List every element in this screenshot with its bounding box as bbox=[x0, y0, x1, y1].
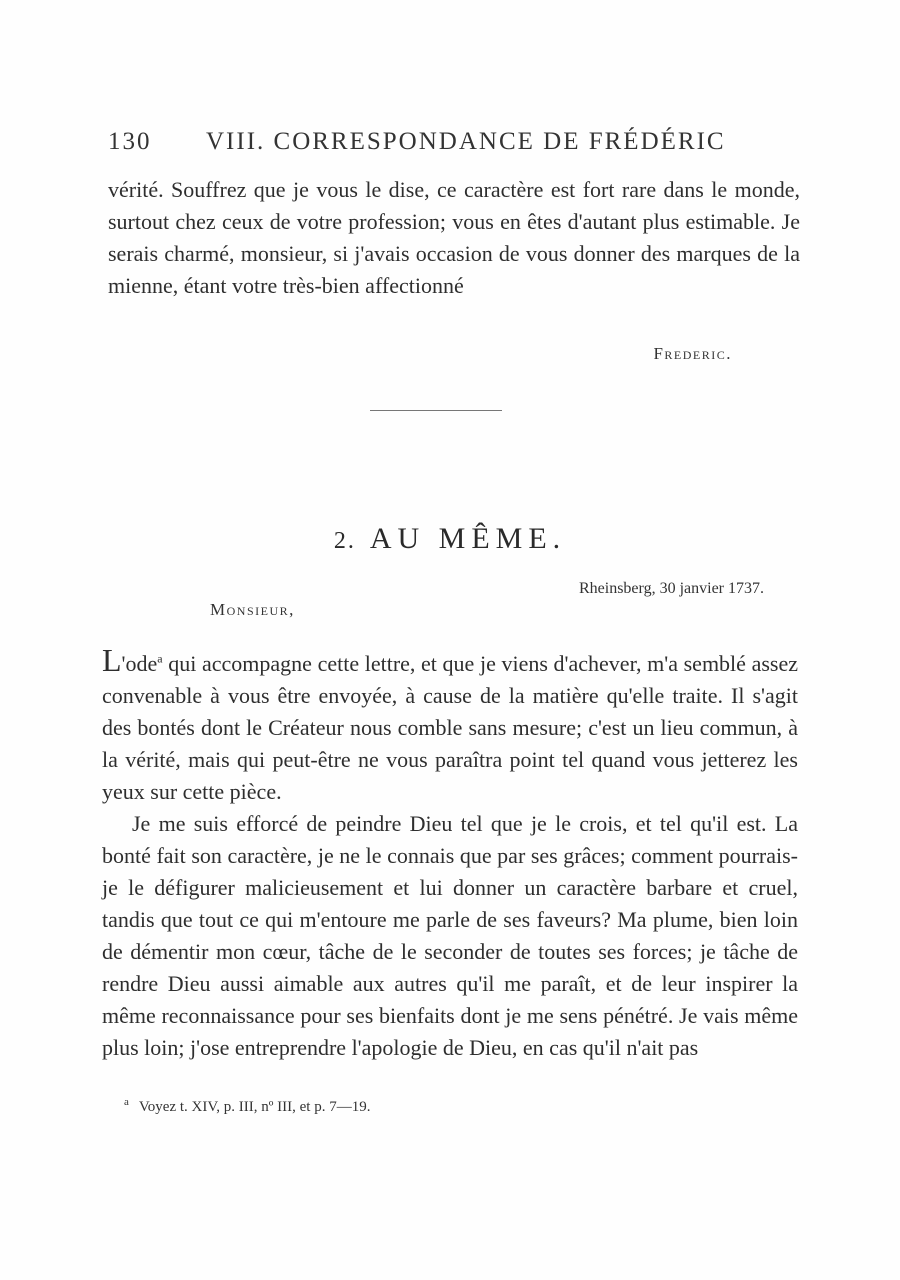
signature: Frederic. bbox=[653, 344, 732, 363]
drop-cap: L bbox=[102, 642, 122, 678]
section-divider bbox=[370, 410, 502, 411]
place-date: Rheinsberg, 30 janvier 1737. bbox=[578, 580, 764, 597]
section-number: 2. bbox=[333, 528, 356, 554]
page-number: 130 bbox=[108, 128, 152, 155]
section-title: AU MÊME. bbox=[369, 522, 567, 555]
footnote-marker: a bbox=[157, 651, 163, 666]
salutation: Monsieur, bbox=[210, 600, 295, 619]
footnote-mark: a bbox=[124, 1096, 129, 1108]
paragraph-1-text: qui accompagne cette lettre, et que je viens d'achever, m'a semblé assez convenable à vous être envoyée, à cause de la matière qu'elle traite. Il s'agit des bontés dont le Créateur nous comble sans mesure; c'est un lieu commun, à la vérité, mais qui peut-être ne vous paraîtra point tel quand vous jetterez les yeux sur cette pièce. bbox=[102, 651, 798, 804]
footnote bbox=[124, 1096, 370, 1116]
opening-word: 'ode bbox=[121, 651, 158, 676]
running-head bbox=[108, 128, 798, 164]
letter-paragraph-2: Je me suis efforcé de peindre Dieu tel que je le crois, et tel qu'il est. La bonté fait son caractère, je ne le connais que par ses grâces; comment pourrais-je le défigurer malicieusement et lui donner un caractère barbare et cruel, tandis que tout ce qui m'entoure me parle de ses faveurs? Ma plume, bien loin de démentir mon cœur, tâche de le seconder de toutes ses forces; je tâche de rendre Dieu aussi aimable aux autres qu'il me paraît, et de leur inspirer la même reconnaissance pour ses bienfaits dont je me sens pénétré. Je vais même plus loin; j'ose entreprendre l'apologie de Dieu, en cas qu'il n'ait pas bbox=[102, 811, 798, 1060]
running-head-title: VIII. CORRESPONDANCE DE FRÉDÉRIC bbox=[206, 128, 726, 155]
section-heading bbox=[0, 522, 900, 556]
letter-body bbox=[102, 644, 798, 1064]
footnote-text: Voyez t. XIV, p. III, nº III, et p. 7—19. bbox=[138, 1099, 371, 1115]
previous-letter-ending: vérité. Souffrez que je vous le dise, ce caractère est fort rare dans le monde, surtout chez ceux de votre profession; vous en êtes d'autant plus estimable. Je serais charmé, monsieur, si j'avais occasion de vous donner des marques de la mienne, étant votre très-bien affectionné bbox=[108, 177, 800, 298]
letter-paragraph-1 bbox=[102, 644, 798, 808]
